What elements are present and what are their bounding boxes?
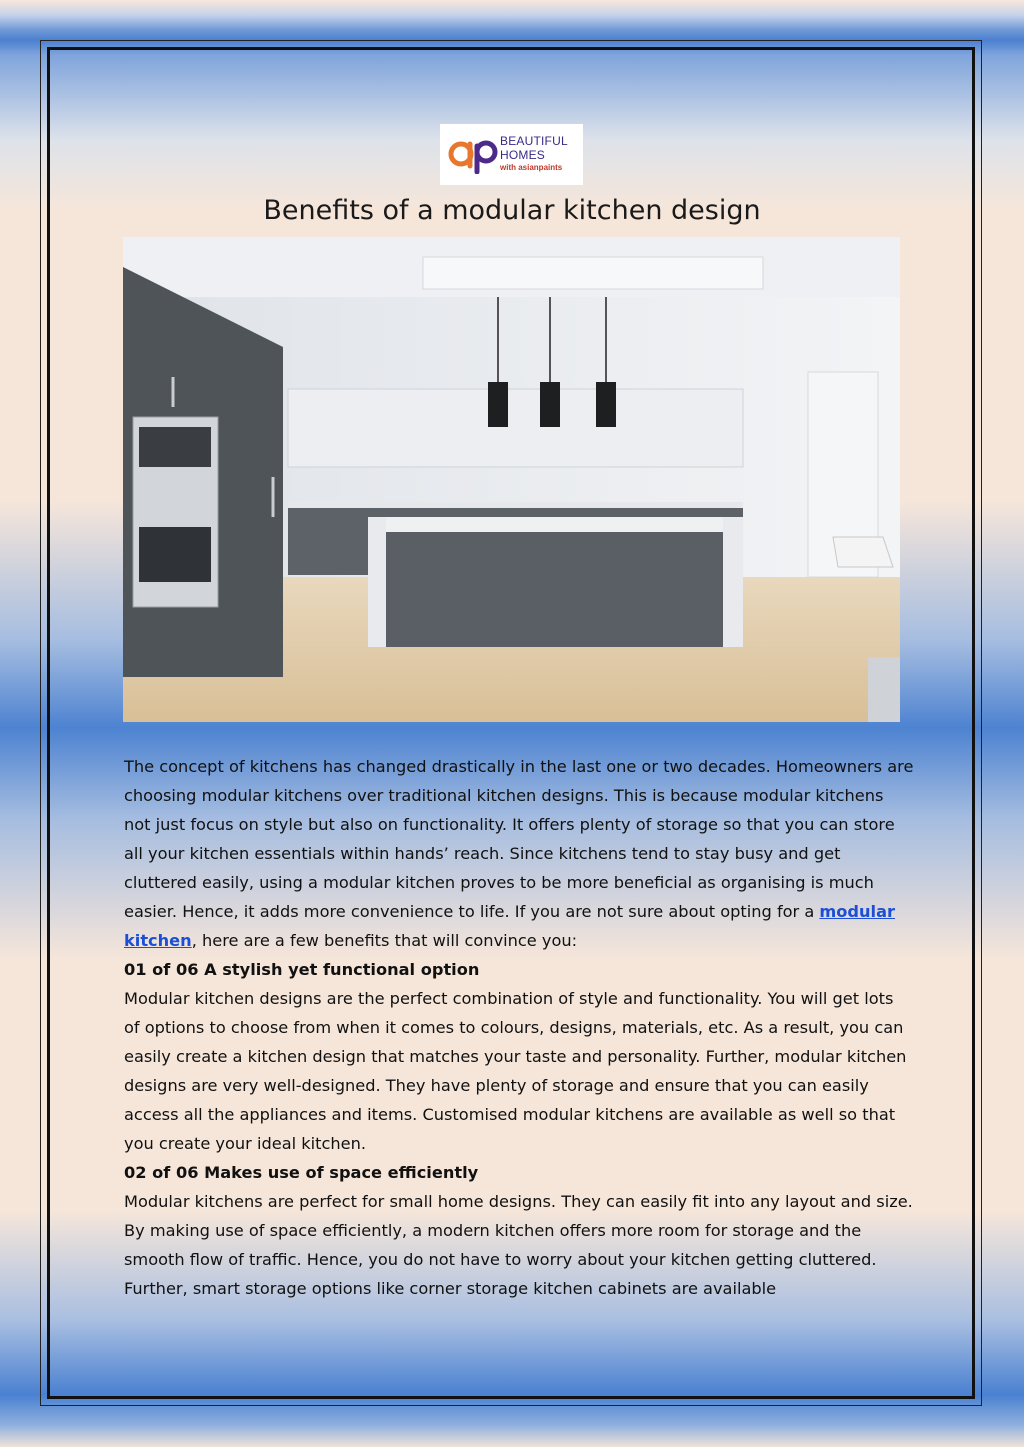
intro-text-end: , here are a few benefits that will convince you: <box>191 931 578 950</box>
intro-paragraph <box>124 752 914 955</box>
section-heading-2: 02 of 06 Makes use of space efficiently <box>124 1163 479 1182</box>
section-body-1: Modular kitchen designs are the perfect combination of style and functionality. You will get lots of options to choose from when it comes to colours, designs, materials, etc. As a result, you can easily create a kitchen design that matches your taste and personality. Further, modular kitchen designs are very well-designed. They have plenty of storage and ensure that you can easily access all the appliances and items. Customised modular kitchens are available as well so that you create your ideal kitchen. <box>124 989 907 1153</box>
brand-logo <box>440 124 583 185</box>
brand-mark-icon <box>448 134 500 174</box>
intro-text-start: The concept of kitchens has changed drastically in the last one or two decades. Homeowners are choosing modular kitchens over traditional kitchen designs. This is because modular kitchens not just focus on style but also on functionality. It offers plenty of storage so that you can store all your kitchen essentials within hands’ reach. Since kitchens tend to stay busy and get cluttered easily, using a modular kitchen proves to be more beneficial as organising is much easier. Hence, it adds more convenience to life. If you are not sure about opting for a <box>124 757 914 921</box>
logo-text-homes: HOMES <box>500 148 546 162</box>
section-body-2: Modular kitchens are perfect for small home designs. They can easily fit into any layout and size. By making use of space efficiently, a modern kitchen offers more room for storage and the smooth flow of traffic. Hence, you do not have to worry about your kitchen getting cluttered. Further, smart storage options like corner storage kitchen cabinets are available <box>124 1192 913 1298</box>
section-heading-1: 01 of 06 A stylish yet functional option <box>124 960 480 979</box>
page-title: Benefits of a modular kitchen design <box>263 195 761 226</box>
modular-kitchen-link[interactable]: modular kitchen <box>124 902 895 950</box>
kitchen-photo <box>123 237 900 722</box>
article-body <box>124 752 914 1303</box>
logo-text-tagline: with asianpaints <box>500 163 563 172</box>
logo-text-beautiful: BEAUTIFUL <box>500 134 568 148</box>
